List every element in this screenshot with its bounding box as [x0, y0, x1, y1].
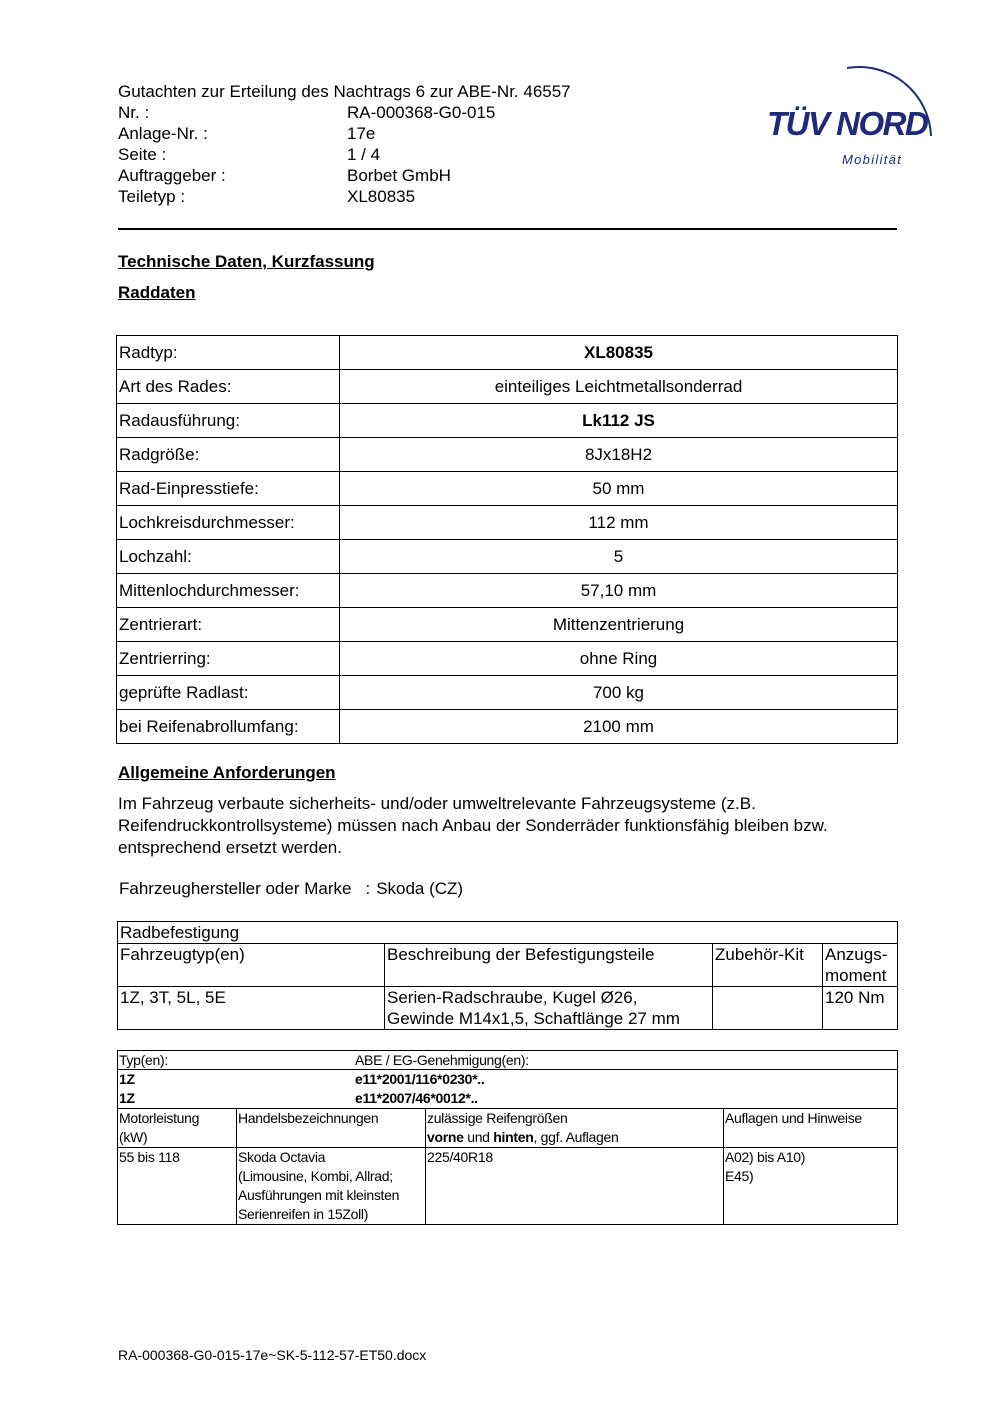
row-value: 112 mm	[340, 506, 898, 540]
table-row	[117, 336, 898, 370]
document-title: Gutachten zur Erteilung des Nachtrags 6 zur ABE-Nr. 46557	[118, 82, 571, 101]
abe-header-cell: Typ(en): ABE / EG-Genehmigung(en):	[118, 1051, 898, 1070]
header-field-teiletyp: Teiletyp : XL80835	[118, 187, 416, 206]
footer-filename: RA-000368-G0-015-17e~SK-5-112-57-ET50.docx	[118, 1347, 427, 1363]
maker-sep: :	[365, 879, 371, 898]
header-field-nr: Nr. : RA-000368-G0-015	[118, 103, 496, 122]
table-row	[117, 472, 898, 506]
row-value: ohne Ring	[340, 642, 898, 676]
header-cell: Handelsbezeichnungen	[237, 1109, 426, 1148]
row-label: Zentrierart:	[117, 608, 340, 642]
header-cell: Motorleistung (kW)	[118, 1109, 237, 1148]
row-value: einteiliges Leichtmetallsonderrad	[340, 370, 898, 404]
section-heading-raddaten: Raddaten	[118, 283, 196, 302]
table-row	[117, 404, 898, 438]
row-value: XL80835	[340, 336, 898, 370]
table-row	[118, 1051, 898, 1070]
row-label: Mittenlochdurchmesser:	[117, 574, 340, 608]
raddaten-table	[116, 335, 898, 744]
row-label: geprüfte Radlast:	[117, 676, 340, 710]
table-title: Radbefestigung	[118, 922, 898, 944]
header-cell: Auflagen und Hinweise	[724, 1109, 898, 1148]
table-row	[117, 642, 898, 676]
row-label: Rad-Einpresstiefe:	[117, 472, 340, 506]
table-row	[118, 922, 898, 944]
row-label: Lochkreisdurchmesser:	[117, 506, 340, 540]
row-label: Radausführung:	[117, 404, 340, 438]
cell-handel: Skoda Octavia (Limousine, Kombi, Allrad; Ausführungen mit kleinsten Serienreifen in 15Zoll)	[237, 1148, 426, 1225]
row-value: 8Jx18H2	[340, 438, 898, 472]
header-cell: Anzugs- moment	[823, 944, 898, 987]
cell-kit	[713, 987, 823, 1030]
header-field-anlage: Anlage-Nr. : 17e	[118, 124, 376, 143]
table-row	[117, 540, 898, 574]
tuv-nord-logo	[765, 58, 940, 173]
header-cell: Beschreibung der Befestigungsteile	[385, 944, 713, 987]
table-row	[117, 370, 898, 404]
header-field-seite: Seite : 1 / 4	[118, 145, 381, 164]
section-heading-allgemein: Allgemeine Anforderungen	[118, 763, 336, 782]
radbefestigung-table	[117, 921, 898, 1030]
table-row	[117, 574, 898, 608]
row-label: Lochzahl:	[117, 540, 340, 574]
table-row	[117, 438, 898, 472]
row-label: Radtyp:	[117, 336, 340, 370]
table-row	[117, 608, 898, 642]
cell-types: 1Z, 3T, 5L, 5E	[118, 987, 385, 1030]
row-value: 50 mm	[340, 472, 898, 506]
header-divider	[118, 228, 897, 230]
header-cell: zulässige Reifengrößen vorne und hinten, ggf. Auflagen	[426, 1109, 724, 1148]
table-row	[117, 710, 898, 744]
table-header-row	[118, 1109, 898, 1148]
row-label: Zentrierring:	[117, 642, 340, 676]
row-label: Radgröße:	[117, 438, 340, 472]
cell-auflagen: A02) bis A10) E45)	[724, 1148, 898, 1225]
table-row	[117, 676, 898, 710]
table-row	[118, 1148, 898, 1225]
row-label: bei Reifenabrollumfang:	[117, 710, 340, 744]
table-row	[118, 987, 898, 1030]
cell-torque: 120 Nm	[823, 987, 898, 1030]
maker-value: Skoda (CZ)	[376, 879, 464, 898]
abe-entries-cell: 1Z e11*2001/116*0230*.. 1Z e11*2007/46*0012*..	[118, 1070, 898, 1109]
maker-label: Fahrzeughersteller oder Marke	[119, 879, 352, 898]
row-label: Art des Rades:	[117, 370, 340, 404]
row-value: 57,10 mm	[340, 574, 898, 608]
abe-table	[117, 1050, 898, 1225]
header-field-auftraggeber: Auftraggeber : Borbet GmbH	[118, 166, 451, 185]
header-cell: Fahrzeugtyp(en)	[118, 944, 385, 987]
row-value: 700 kg	[340, 676, 898, 710]
logo-sub-text: Mobilität	[842, 152, 903, 167]
table-header-row	[118, 944, 898, 987]
section-heading-tech: Technische Daten, Kurzfassung	[118, 252, 375, 271]
cell-description: Serien-Radschraube, Kugel Ø26, Gewinde M14x1,5, Schaftlänge 27 mm	[385, 987, 713, 1030]
header-cell: Zubehör-Kit	[713, 944, 823, 987]
cell-kw: 55 bis 118	[118, 1148, 237, 1225]
logo-brand-text: TÜV NORD	[767, 105, 928, 142]
table-row	[118, 1070, 898, 1109]
row-value: Lk112 JS	[340, 404, 898, 438]
table-row	[117, 506, 898, 540]
row-value: Mittenzentrierung	[340, 608, 898, 642]
cell-reifen: 225/40R18	[426, 1148, 724, 1225]
vehicle-maker-line	[119, 879, 463, 899]
allgemein-paragraph: Im Fahrzeug verbaute sicherheits- und/oder umweltrelevante Fahrzeugsysteme (z.B. Reifendruckkontrollsysteme) müssen nach Anbau der Sonderräder funktionsfähig bleiben bzw. entsprechend ersetzt werden.	[118, 794, 828, 857]
row-value: 5	[340, 540, 898, 574]
row-value: 2100 mm	[340, 710, 898, 744]
